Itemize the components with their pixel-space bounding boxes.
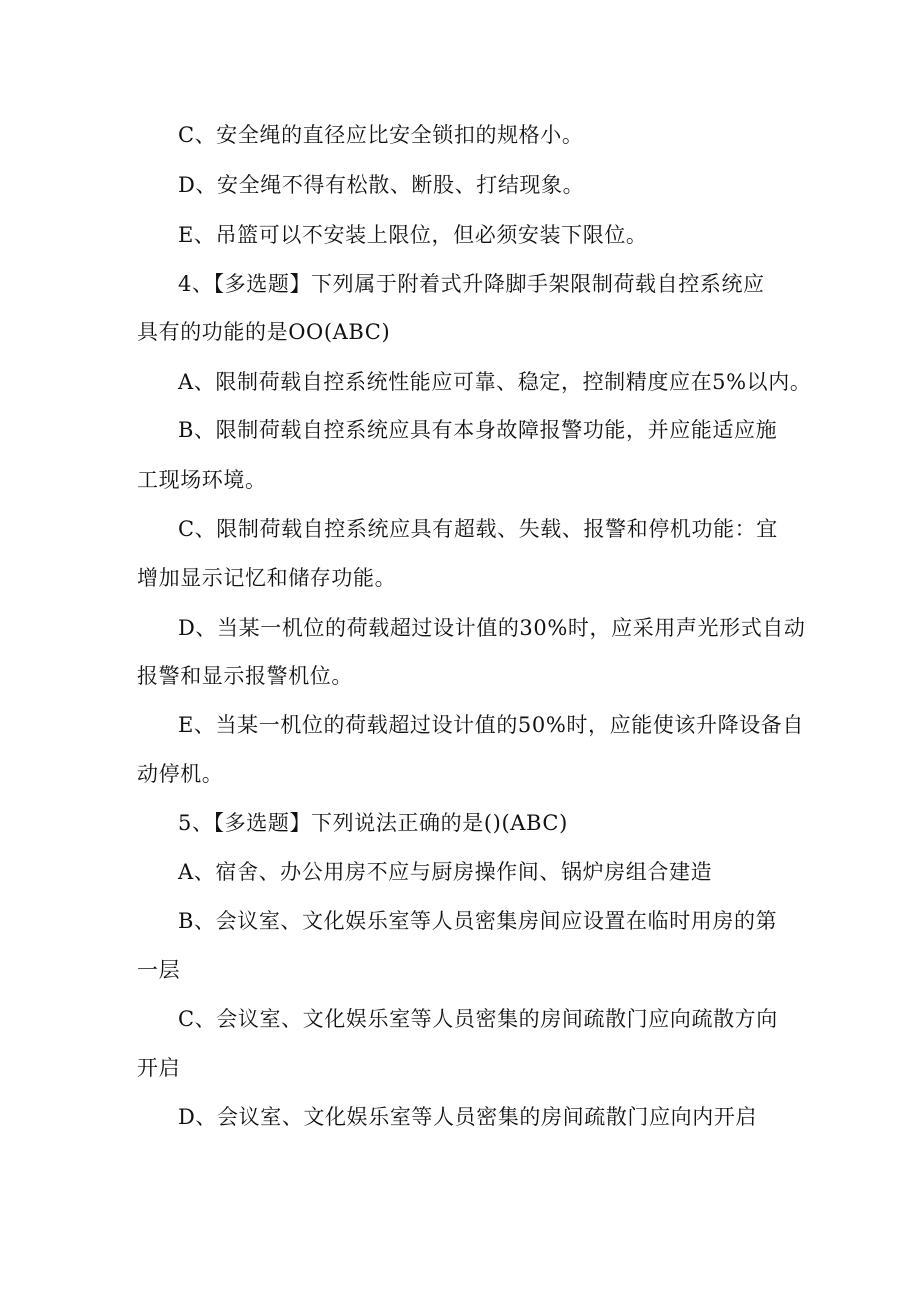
option-c-q4-line-1: C、限制荷载自控系统应具有超载、失载、报警和停机功能：宜 xyxy=(178,517,778,541)
option-d-q3: D、安全绳不得有松散、断股、打结现象。 xyxy=(178,173,585,197)
option-c-q3: C、安全绳的直径应比安全锁扣的规格小。 xyxy=(178,123,584,147)
option-b-q5-line-1: B、会议室、文化娱乐室等人员密集房间应设置在临时用房的第 xyxy=(178,909,778,933)
option-e-q3: E、吊篮可以不安装上限位，但必须安装下限位。 xyxy=(178,223,648,247)
option-b-q5-line-2: 一层 xyxy=(137,958,181,982)
option-d-q4-line-1: D、当某一机位的荷载超过设计值的30%时，应采用声光形式自动 xyxy=(178,616,806,640)
option-a-q4: A、限制荷载自控系统性能应可靠、稳定，控制精度应在5%以内。 xyxy=(178,370,812,394)
option-d-q4-line-2: 报警和显示报警机位。 xyxy=(137,664,353,688)
question-4-title-line-2: 具有的功能的是OO(ABC) xyxy=(137,320,391,344)
question-4-title-line-1: 4、【多选题】下列属于附着式升降脚手架限制荷载自控系统应 xyxy=(178,272,765,296)
option-c-q5-line-1: C、会议室、文化娱乐室等人员密集的房间疏散门应向疏散方向 xyxy=(178,1007,778,1031)
option-b-q4-line-2: 工现场环境。 xyxy=(137,468,267,492)
option-a-q5: A、宿舍、办公用房不应与厨房操作间、锅炉房组合建造 xyxy=(178,860,713,884)
option-c-q4-line-2: 增加显示记忆和储存功能。 xyxy=(137,566,397,590)
option-e-q4-line-1: E、当某一机位的荷载超过设计值的50%时，应能使该升降设备自 xyxy=(178,713,805,737)
question-5-title: 5、【多选题】下列说法正确的是()(ABC) xyxy=(178,811,568,835)
option-b-q4-line-1: B、限制荷载自控系统应具有本身故障报警功能，并应能适应施 xyxy=(178,418,778,442)
option-c-q5-line-2: 开启 xyxy=(137,1056,181,1080)
option-e-q4-line-2: 动停机。 xyxy=(137,762,224,786)
option-d-q5: D、会议室、文化娱乐室等人员密集的房间疏散门应向内开启 xyxy=(178,1105,758,1129)
